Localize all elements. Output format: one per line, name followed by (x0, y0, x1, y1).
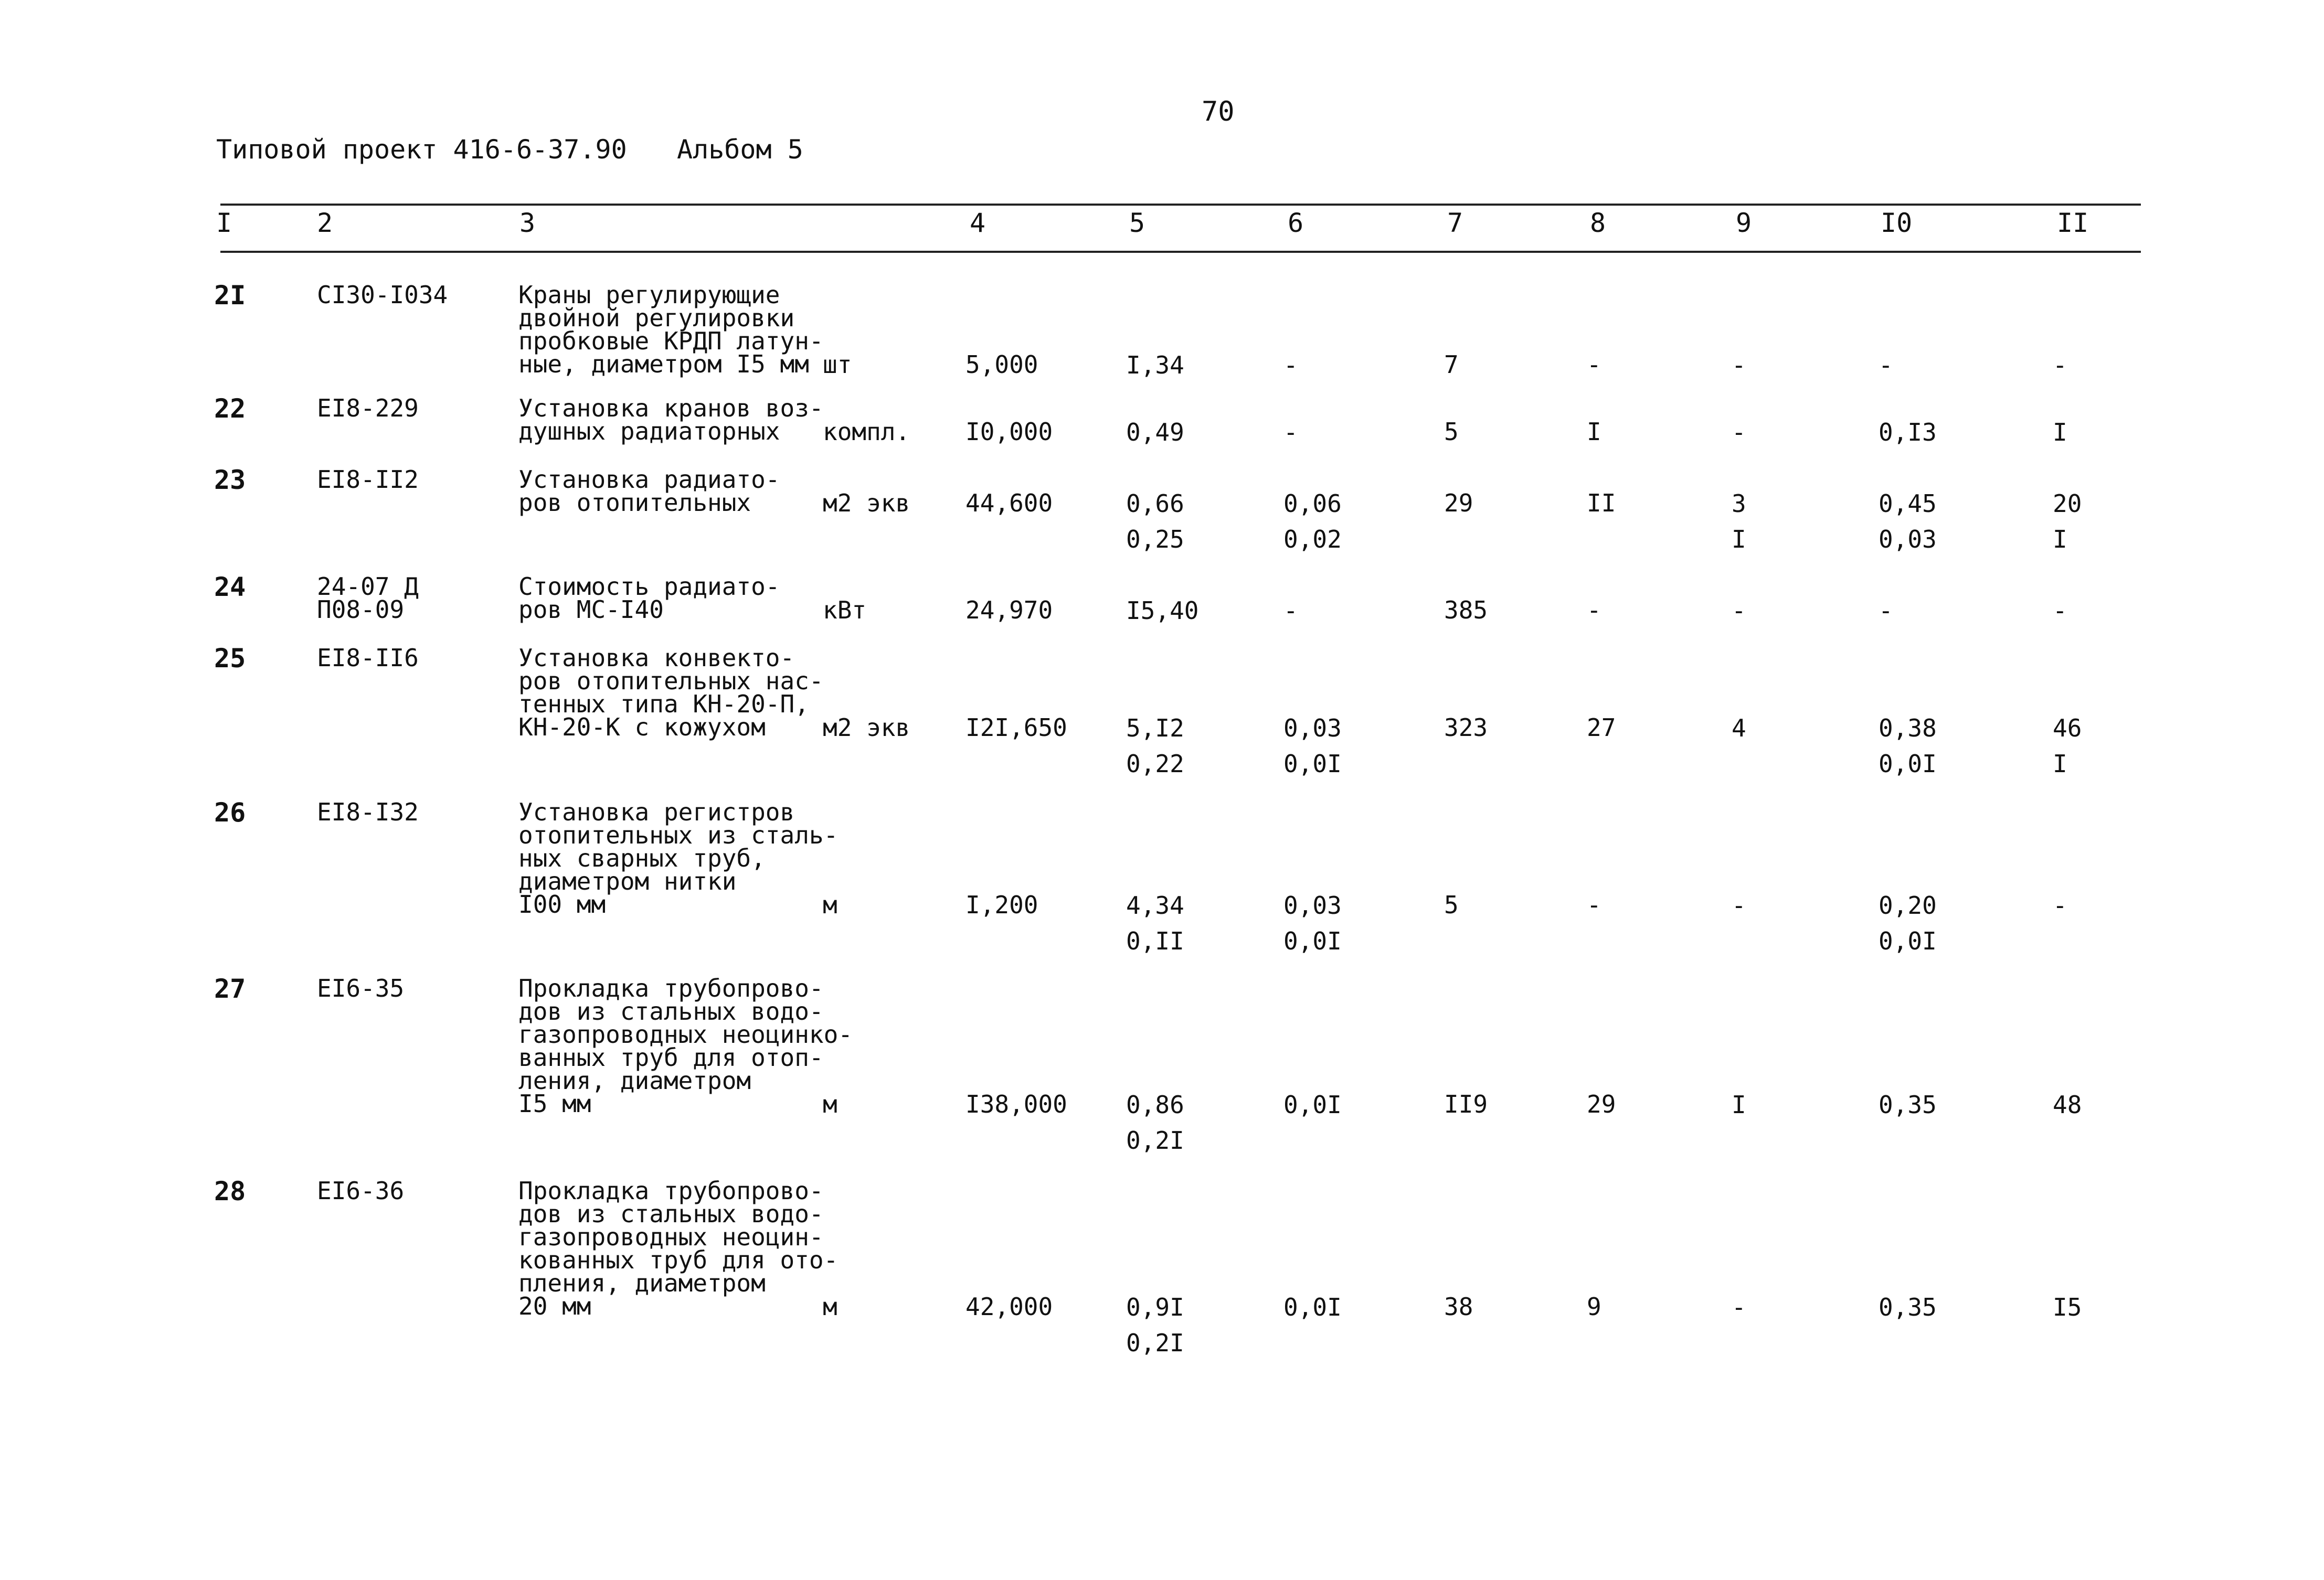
cell-col11: 48 (2053, 1091, 2082, 1119)
row-description: Установка кранов воз- душных радиаторных (518, 394, 824, 445)
cell-col9: - (1732, 1293, 1746, 1321)
cell-col7: II9 (1444, 1090, 1488, 1118)
cell-col7: 323 (1444, 713, 1488, 742)
cell-col11: - (2053, 351, 2067, 379)
cell-col6: 0,0I (1283, 1293, 1342, 1321)
cell-col4: 5,000 (965, 350, 1038, 379)
column-header: 8 (1590, 208, 1606, 238)
row-unit: м2 экв (823, 489, 910, 517)
cell-col7: 385 (1444, 596, 1488, 624)
cell-col8: - (1587, 350, 1601, 379)
row-unit: м (823, 1090, 837, 1118)
row-unit: м (823, 891, 837, 919)
row-code: EI8-I32 (317, 798, 419, 826)
cell-col9: - (1732, 596, 1746, 625)
cell-col5: 0,49 (1126, 418, 1184, 446)
cell-col5: 4,34 0,II (1126, 891, 1184, 955)
row-unit: кВт (823, 596, 867, 624)
column-header: 7 (1447, 208, 1463, 238)
cell-col6: - (1283, 351, 1298, 379)
row-code: EI6-35 (317, 974, 405, 1002)
row-code: EI8-II2 (317, 465, 419, 494)
cell-col8: 27 (1587, 713, 1616, 742)
cell-col7: 38 (1444, 1293, 1473, 1321)
row-code: EI8-229 (317, 394, 419, 422)
cell-col8: II (1587, 489, 1616, 517)
row-code: 24-07 Д П08-09 (317, 572, 419, 624)
cell-col11: I (2053, 418, 2067, 446)
cell-col8: - (1587, 596, 1601, 624)
row-description: Прокладка трубопрово- дов из стальных водо- газопроводных неоцинко- ванных труб для отоп- ления, диаметром I5 мм (518, 974, 853, 1118)
row-description: Установка радиато- ров отопительных (518, 465, 780, 517)
document-title: Типовой проект 416-6-37.90 (216, 134, 627, 165)
cell-col9: I (1732, 1091, 1746, 1119)
cell-col7: 29 (1444, 489, 1473, 517)
cell-col10: 0,35 (1879, 1293, 1937, 1321)
cell-col5: 0,86 0,2I (1126, 1091, 1184, 1155)
cell-col5: 5,I2 0,22 (1126, 714, 1184, 778)
cell-col5: I5,40 (1126, 596, 1199, 625)
row-number: 26 (214, 797, 246, 828)
row-description: Прокладка трубопрово- дов из стальных водо- газопроводных неоцин- кованных труб для ото- пления, диаметром 20 мм (518, 1177, 839, 1320)
cell-col11: - (2053, 891, 2067, 920)
cell-col9: - (1732, 891, 1746, 920)
row-unit: шт (823, 350, 852, 379)
cell-col8: 9 (1587, 1293, 1601, 1321)
row-code: EI6-36 (317, 1177, 405, 1205)
album-label: Альбом 5 (677, 134, 803, 165)
row-number: 27 (214, 974, 246, 1004)
cell-col8: I (1587, 418, 1601, 446)
cell-col6: 0,03 0,0I (1283, 714, 1342, 778)
column-header: 4 (970, 208, 986, 238)
cell-col9: - (1732, 351, 1746, 379)
cell-col7: 5 (1444, 891, 1459, 919)
cell-col4: 44,600 (965, 489, 1053, 517)
cell-col5: I,34 (1126, 351, 1184, 379)
cell-col7: 5 (1444, 418, 1459, 446)
cell-col6: - (1283, 596, 1298, 625)
cell-col8: 29 (1587, 1090, 1616, 1118)
cell-col6: 0,06 0,02 (1283, 489, 1342, 553)
row-description: Краны регулирующие двойной регулировки пробковые КРДП латун- ные, диаметром I5 мм (518, 281, 824, 378)
row-unit: компл. (823, 418, 910, 446)
row-description: Стоимость радиато- ров МС-I40 (518, 572, 780, 624)
cell-col4: I2I,650 (965, 713, 1067, 742)
cell-col10: - (1879, 351, 1893, 379)
cell-col10: 0,I3 (1879, 418, 1937, 446)
column-header: 2 (317, 208, 333, 238)
table-top-rule (220, 204, 2141, 206)
cell-col10: 0,38 0,0I (1879, 714, 1937, 778)
cell-col6: 0,03 0,0I (1283, 891, 1342, 955)
cell-col9: - (1732, 418, 1746, 446)
cell-col9: 3 I (1732, 489, 1746, 553)
row-unit: м2 экв (823, 713, 910, 742)
table-header-rule (220, 251, 2141, 253)
cell-col4: 24,970 (965, 596, 1053, 624)
row-description: Установка регистров отопительных из сталь- ных сварных труб, диаметром нитки I00 мм (518, 798, 839, 919)
cell-col6: 0,0I (1283, 1091, 1342, 1119)
column-header: 6 (1288, 208, 1304, 238)
cell-col10: 0,20 0,0I (1879, 891, 1937, 955)
row-number: 25 (214, 643, 246, 674)
row-description: Установка конвекто- ров отопительных нас- тенных типа КН-20-П, КН-20-К с кожухом (518, 644, 824, 741)
column-header: 5 (1129, 208, 1145, 238)
row-unit: м (823, 1293, 837, 1321)
cell-col10: 0,45 0,03 (1879, 489, 1937, 553)
cell-col11: I5 (2053, 1293, 2082, 1321)
row-number: 22 (214, 393, 246, 424)
cell-col4: I0,000 (965, 418, 1053, 446)
cell-col9: 4 (1732, 714, 1746, 742)
cell-col4: 42,000 (965, 1293, 1053, 1321)
cell-col10: - (1879, 596, 1893, 625)
cell-col8: - (1587, 891, 1601, 919)
row-code: EI8-II6 (317, 644, 419, 672)
column-header: 3 (519, 208, 536, 238)
cell-col4: I38,000 (965, 1090, 1067, 1118)
page-number: 70 (1202, 96, 1235, 127)
cell-col10: 0,35 (1879, 1091, 1937, 1119)
row-code: CI30-I034 (317, 281, 448, 309)
column-header: I (216, 208, 232, 238)
cell-col7: 7 (1444, 350, 1459, 379)
cell-col5: 0,9I 0,2I (1126, 1293, 1184, 1357)
cell-col11: 20 I (2053, 489, 2082, 553)
column-header: 9 (1736, 208, 1752, 238)
cell-col11: 46 I (2053, 714, 2082, 778)
cell-col5: 0,66 0,25 (1126, 489, 1184, 553)
row-number: 2I (214, 280, 246, 311)
cell-col4: I,200 (965, 891, 1038, 919)
cell-col6: - (1283, 418, 1298, 446)
row-number: 24 (214, 572, 246, 602)
row-number: 23 (214, 465, 246, 495)
row-number: 28 (214, 1176, 246, 1207)
column-header: II (2057, 208, 2089, 238)
cell-col11: - (2053, 596, 2067, 625)
column-header: I0 (1881, 208, 1913, 238)
